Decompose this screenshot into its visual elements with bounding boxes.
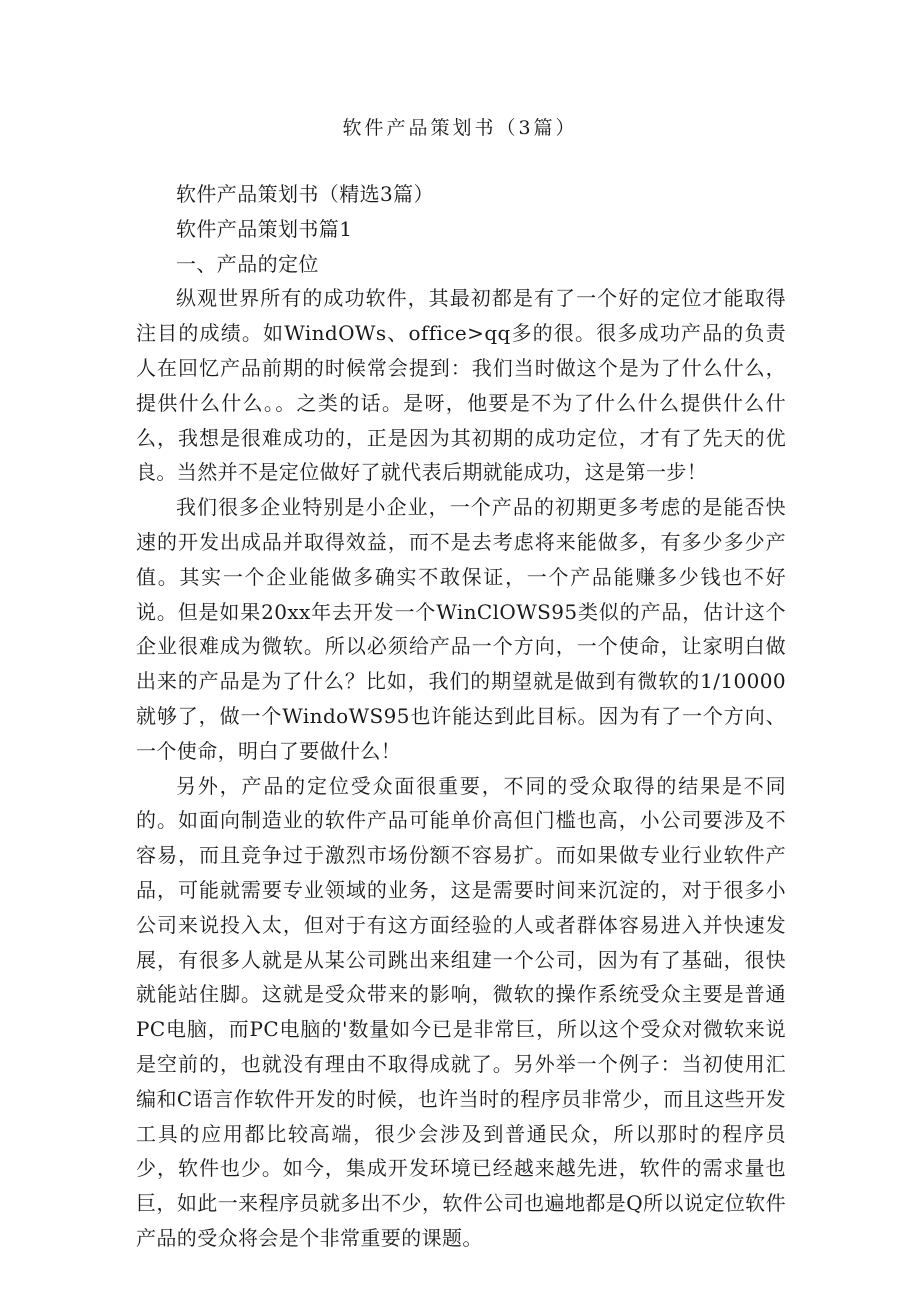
document-body [136,177,786,1256]
document-subtitle: 软件产品策划书（精选3篇） [176,182,434,206]
body-paragraph-2: 我们很多企业特别是小企业，一个产品的初期更多考虑的是能否快速的开发出成品并取得效益，而不是去考虑将来能做多，有多少多少产值。其实一个企业能做多确实不敢保证，一个产品能赚多少钱也不好说。但是如果20xx年去开发一个WinClOWS95类似的产品，估计这个企业很难成为微软。所以必须给产品一个方向，一个使命，让家明白做出来的产品是为了什么？比如，我们的期望就是做到有微软的1/10000就够了，做一个WindoWS95也许能达到此目标。因为有了一个方向、一个使命，明白了要做什么！ [136,495,786,763]
section-heading: 一、产品的定位 [176,251,319,276]
document-title: 软件产品策划书（3篇） [342,117,578,139]
body-paragraph-1: 纵观世界所有的成功软件，其最初都是有了一个好的定位才能取得注目的成绩。如WindOWs、office>qq多的很。很多成功产品的负责人在回忆产品前期的时候常会提到：我们当时做这个是为了什么什么，提供什么什么。。之类的话。是呀，他要是不为了什么什么提供什么什么，我想是很难成功的，正是因为其初期的成功定位，才有了先天的优良。当然并不是定位做好了就代表后期就能成功，这是第一步！ [136,286,786,485]
body-paragraph-3: 另外，产品的定位受众面很重要，不同的受众取得的结果是不同的。如面向制造业的软件产品可能单价高但门槛也高，小公司要涉及不容易，而且竞争过于激烈市场份额不容易扩。而如果做专业行业软件产品，可能就需要专业领域的业务，这是需要时间来沉淀的，对于很多小公司来说投入太，但对于有这方面经验的人或者群体容易进入并快速发展，有很多人就是从某公司跳出来组建一个公司，因为有了基础，很快就能站住脚。这就是受众带来的影响，微软的操作系统受众主要是普通PC电脑，而PC电脑的'数量如今已是非常巨，所以这个受众对微软来说是空前的，也就没有理由不取得成就了。另外举一个例子：当初使用汇编和C语言作软件开发的时候，也许当时的程序员非常少，而且这些开发工具的应用都比较高端，很少会涉及到普通民众，所以那时的程序员少，软件也少。如今，集成开发环境已经越来越先进，软件的需求量也巨，如此一来程序员就多出不少，软件公司也遍地都是Q所以说定位软件产品的受众将会是个非常重要的课题。 [136,773,786,1250]
section-title: 软件产品策划书篇1 [176,216,353,241]
